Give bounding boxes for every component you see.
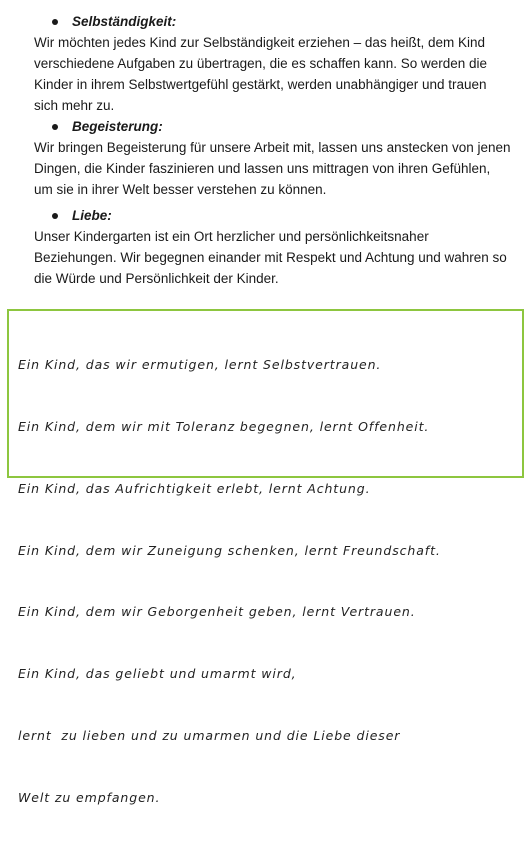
section-selbstaendigkeit	[34, 11, 530, 116]
paragraph-line: Dingen, die Kinder faszinieren und lassen uns mittragen von ihren Gefühlen,	[34, 161, 491, 176]
quote-line: Ein Kind, dem wir Zuneigung schenken, lernt Freundschaft.	[18, 542, 441, 558]
section-paragraph	[34, 226, 530, 289]
section-heading-row	[34, 205, 530, 226]
paragraph-line: Wir bringen Begeisterung für unsere Arbeit mit, lassen uns anstecken von jenen	[34, 140, 511, 155]
quote-text	[18, 314, 441, 849]
paragraph-line: sich mehr zu.	[34, 98, 115, 113]
section-heading: Liebe:	[72, 208, 112, 223]
quote-line: Ein Kind, das geliebt und umarmt wird,	[18, 666, 297, 682]
paragraph-line: um sie in ihrer Welt besser verstehen zu können.	[34, 182, 327, 197]
paragraph-line: die Würde und Persönlichkeit der Kinder.	[34, 271, 279, 286]
section-heading: Selbständigkeit:	[72, 14, 177, 29]
quote-line: Welt zu empfangen.	[18, 789, 161, 805]
section-paragraph	[34, 32, 530, 116]
paragraph-line: verschiedene Aufgaben zu übertragen, die es schaffen kann. So werden die	[34, 56, 488, 71]
section-heading: Begeisterung:	[72, 119, 163, 134]
section-paragraph	[34, 137, 530, 200]
paragraph-line: Wir möchten jedes Kind zur Selbständigkeit erziehen – das heißt, dem Kind	[34, 35, 485, 50]
section-heading-row	[34, 116, 530, 137]
quote-line: Ein Kind, das wir ermutigen, lernt Selbstvertrauen.	[18, 357, 382, 373]
bullet-icon	[52, 124, 58, 130]
quote-line: lernt zu lieben und zu umarmen und die Liebe dieser	[18, 727, 401, 743]
bullet-icon	[52, 19, 58, 25]
section-heading-row	[34, 11, 530, 32]
paragraph-line: Kinder in ihrem Selbstwertgefühl gestärkt, werden unabhängiger und trauen	[34, 77, 487, 92]
quote-line: Ein Kind, das Aufrichtigkeit erlebt, lernt Achtung.	[18, 480, 371, 496]
bullet-icon	[52, 213, 58, 219]
paragraph-line: Beziehungen. Wir begegnen einander mit Respekt und Achtung und wahren so	[34, 250, 507, 265]
quote-line: Ein Kind, dem wir Geborgenheit geben, lernt Vertrauen.	[18, 604, 416, 620]
quote-line: Ein Kind, dem wir mit Toleranz begegnen, lernt Offenheit.	[18, 418, 430, 434]
section-liebe	[34, 205, 530, 289]
quote-box	[7, 309, 524, 805]
section-begeisterung	[34, 116, 530, 200]
paragraph-line: Unser Kindergarten ist ein Ort herzlicher und persönlichkeitsnaher	[34, 229, 429, 244]
